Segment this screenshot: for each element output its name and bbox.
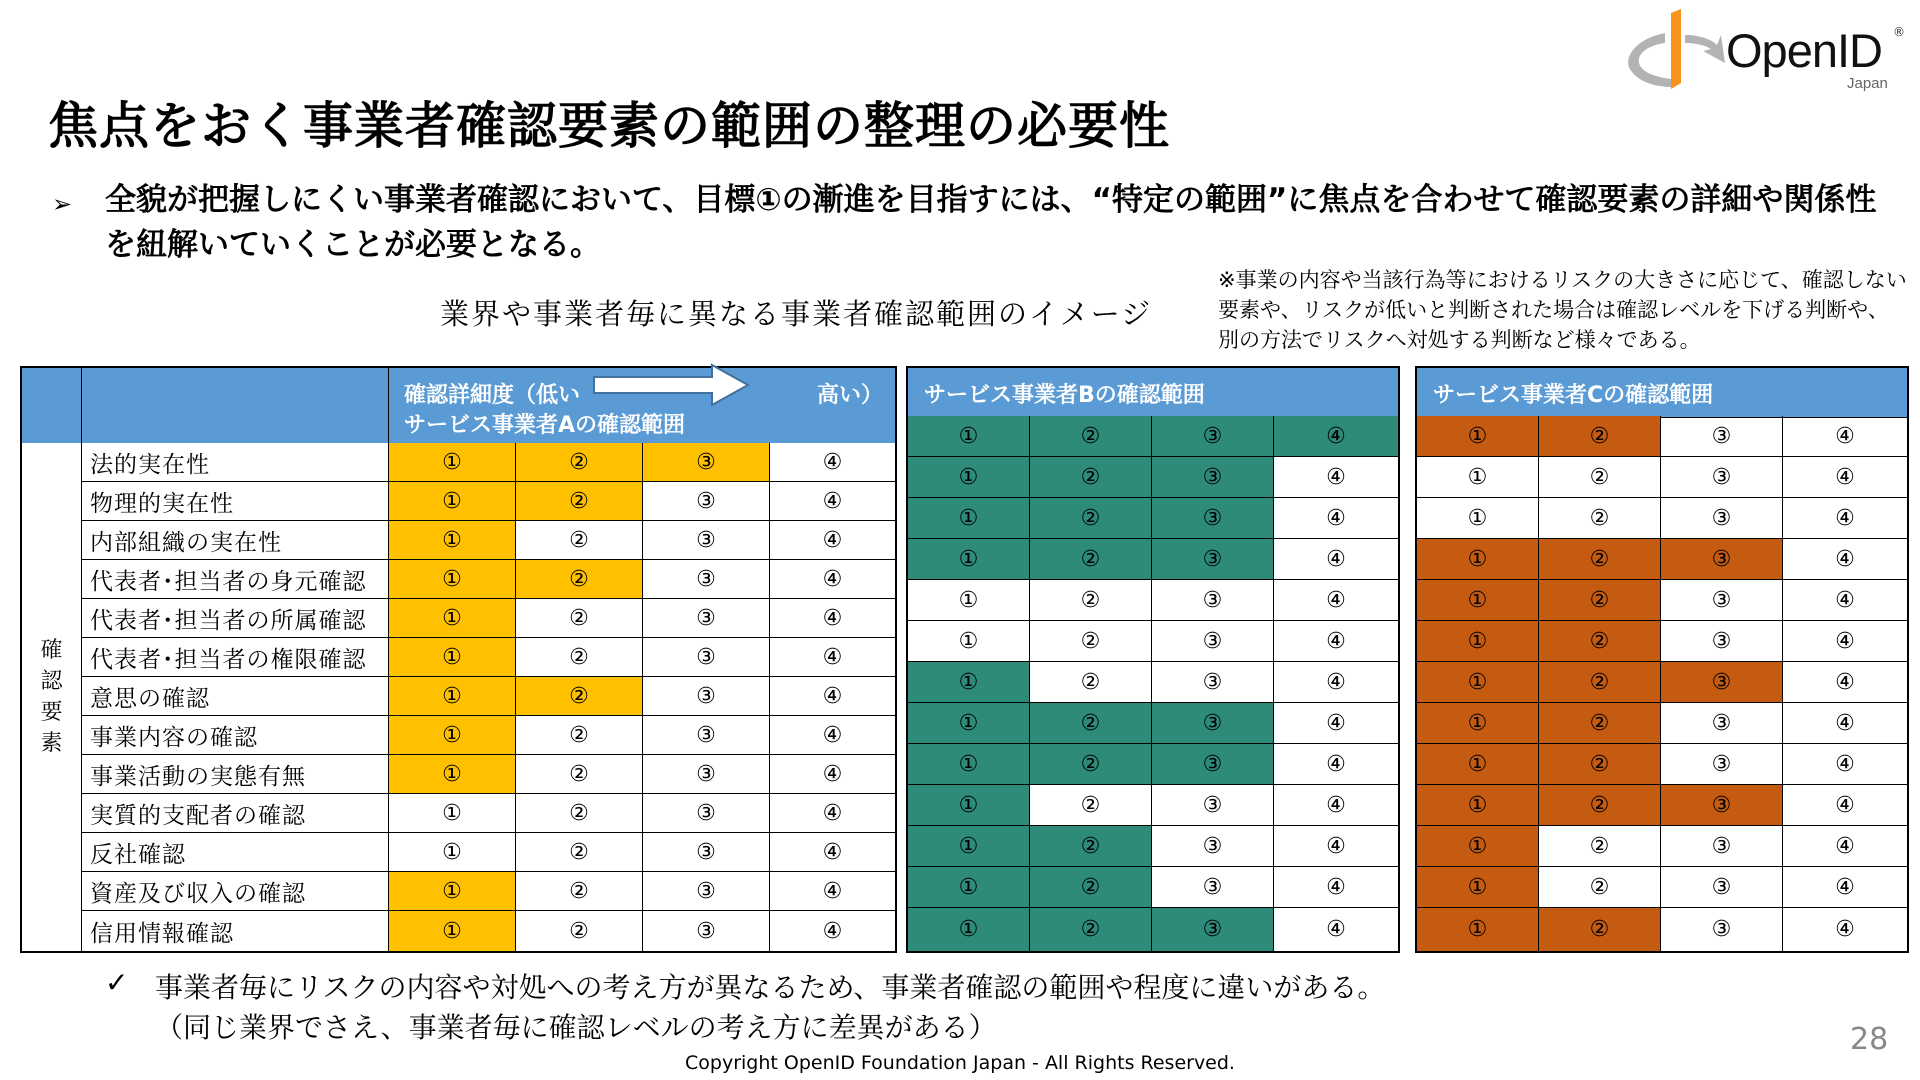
level-cell: ③	[1661, 416, 1783, 457]
level-cell: ④	[1274, 416, 1398, 457]
level-cell: ①	[908, 867, 1030, 908]
level-cell: ④	[1274, 703, 1398, 744]
level-cell: ④	[1274, 621, 1398, 662]
level-cell: ③	[643, 755, 770, 794]
level-cell: ①	[389, 794, 516, 833]
level-cell: ④	[770, 638, 895, 677]
detail-low-label: 確認詳細度（低い	[404, 383, 581, 408]
level-cell: ①	[908, 539, 1030, 580]
level-cell: ②	[516, 599, 643, 638]
level-cell: ②	[1030, 703, 1152, 744]
level-cell: ①	[389, 716, 516, 755]
level-cell: ②	[1030, 744, 1152, 785]
level-cell: ①	[908, 744, 1030, 785]
level-cell: ④	[1274, 744, 1398, 785]
level-cell: ①	[1417, 785, 1539, 826]
level-cell: ②	[1030, 621, 1152, 662]
level-cell: ③	[643, 482, 770, 521]
level-cell: ①	[908, 785, 1030, 826]
level-cell: ①	[389, 638, 516, 677]
table-b-title: サービス事業者Bの確認範囲	[924, 383, 1205, 408]
level-cell: ④	[1326, 917, 1346, 942]
level-cell: ②	[516, 872, 643, 911]
level-cell: ①	[389, 443, 516, 482]
row-label: 信用情報確認	[82, 911, 389, 951]
copyright: Copyright OpenID Foundation Japan - All Rights Reserved.	[685, 1052, 1235, 1074]
row-label: 事業活動の実態有無	[82, 755, 389, 794]
level-cell: ②	[1539, 867, 1661, 908]
level-cell: ③	[1661, 457, 1783, 498]
level-cell: ②	[1030, 580, 1152, 621]
level-cell: ③	[1661, 826, 1783, 867]
level-cell: ③	[1661, 703, 1783, 744]
level-cell: ②	[1539, 908, 1661, 951]
level-cell: ②	[516, 755, 643, 794]
level-cell: ①	[1417, 662, 1539, 703]
bullet-text: 全貌が把握しにくい事業者確認において、目標①の漸進を目指すには、“特定の範囲”に焦点を合わせて確認要素の詳細や関係性を紐解いていくことが必要となる。	[105, 182, 1877, 263]
level-cell: ④	[1783, 785, 1907, 826]
level-cell: ②	[1030, 539, 1152, 580]
level-cell: ②	[1539, 785, 1661, 826]
level-cell: ③	[1152, 744, 1274, 785]
level-cell: ②	[516, 677, 643, 716]
level-cell: ③	[643, 638, 770, 677]
side-label	[22, 443, 82, 951]
level-cell: ②	[1030, 416, 1152, 457]
row-label: 代表者･担当者の所属確認	[82, 599, 389, 638]
side-label-char: 要	[40, 700, 63, 725]
level-cell: ④	[1274, 539, 1398, 580]
level-cell: ②	[516, 560, 643, 599]
level-cell: ④	[1274, 785, 1398, 826]
level-cell: ④	[1274, 867, 1398, 908]
row-label: 法的実在性	[82, 443, 389, 482]
level-cell: ①	[908, 498, 1030, 539]
level-cell: ②	[516, 521, 643, 560]
level-cell: ①	[1417, 703, 1539, 744]
level-cell: ④	[822, 918, 843, 944]
table-a-header	[22, 368, 895, 443]
logo-registered-mark: ®	[1893, 25, 1905, 39]
detail-arrow-icon	[592, 362, 752, 408]
figure-caption: 業界や事業者毎に異なる事業者確認範囲のイメージ	[440, 297, 1153, 331]
page-number: 28	[1850, 1022, 1889, 1057]
table-service-b	[906, 366, 1400, 953]
level-cell: ①	[389, 482, 516, 521]
row-label: 反社確認	[82, 833, 389, 872]
level-cell: ①	[389, 677, 516, 716]
level-cell: ④	[1274, 826, 1398, 867]
level-cell: ①	[908, 457, 1030, 498]
page-title: 焦点をおく事業者確認要素の範囲の整理の必要性	[48, 97, 1170, 155]
level-cell: ①	[908, 416, 1030, 457]
level-cell: ②	[516, 833, 643, 872]
level-cell: ④	[770, 443, 895, 482]
table-service-a	[20, 366, 897, 953]
level-cell: ③	[1661, 498, 1783, 539]
level-cell: ①	[908, 662, 1030, 703]
checkmark-icon: ✓	[105, 966, 129, 999]
level-cell: ①	[389, 521, 516, 560]
level-cell: ②	[516, 443, 643, 482]
level-cell: ④	[1274, 580, 1398, 621]
row-label: 代表者･担当者の身元確認	[82, 560, 389, 599]
level-cell: ②	[1539, 580, 1661, 621]
level-cell: ④	[770, 755, 895, 794]
level-cell: ②	[516, 716, 643, 755]
table-a-title: サービス事業者Aの確認範囲	[404, 413, 686, 438]
level-cell: ①	[908, 703, 1030, 744]
table-c-header	[1417, 368, 1907, 418]
row-label: 事業内容の確認	[82, 716, 389, 755]
level-cell: ④	[770, 521, 895, 560]
level-cell: ③	[1152, 703, 1274, 744]
level-cell: ④	[1783, 621, 1907, 662]
openid-logo	[1615, 5, 1915, 95]
level-cell: ④	[1783, 580, 1907, 621]
level-cell: ④	[1783, 744, 1907, 785]
level-cell: ②	[1030, 785, 1152, 826]
level-cell: ①	[1417, 826, 1539, 867]
level-cell: ③	[643, 872, 770, 911]
level-cell: ④	[770, 599, 895, 638]
level-cell: ④	[1783, 662, 1907, 703]
logo-sub-text: Japan	[1847, 75, 1888, 92]
level-cell: ④	[770, 794, 895, 833]
level-cell: ②	[516, 911, 643, 951]
level-cell: ③	[1661, 580, 1783, 621]
level-cell: ②	[516, 482, 643, 521]
level-cell: ④	[770, 560, 895, 599]
footer-line-1: 事業者毎にリスクの内容や対処への考え方が異なるため、事業者確認の範囲や程度に違いがある。	[155, 971, 1386, 1004]
level-cell: ④	[1783, 457, 1907, 498]
level-cell: ②	[1539, 498, 1661, 539]
level-cell: ①	[1417, 867, 1539, 908]
footer-line-2: （同じ業界でさえ、事業者毎に確認レベルの考え方に差異がある）	[155, 1011, 997, 1044]
level-cell: ③	[643, 521, 770, 560]
level-cell: ③	[1152, 498, 1274, 539]
level-cell: ③	[1661, 662, 1783, 703]
level-cell: ③	[643, 599, 770, 638]
row-label: 実質的支配者の確認	[82, 794, 389, 833]
level-cell: ①	[389, 911, 516, 951]
level-cell: ②	[1539, 457, 1661, 498]
level-cell: ①	[908, 826, 1030, 867]
level-cell: ③	[643, 833, 770, 872]
level-cell: ①	[908, 908, 1030, 951]
level-cell: ④	[1783, 703, 1907, 744]
table-b-header	[908, 368, 1398, 418]
table-c-title: サービス事業者Cの確認範囲	[1433, 383, 1714, 408]
level-cell: ①	[1417, 498, 1539, 539]
level-cell: ③	[1661, 867, 1783, 908]
level-cell: ②	[1539, 826, 1661, 867]
level-cell: ②	[1030, 908, 1152, 951]
level-cell: ②	[516, 638, 643, 677]
level-cell: ③	[643, 794, 770, 833]
level-cell: ③	[643, 677, 770, 716]
level-cell: ①	[1417, 908, 1539, 951]
side-note: ※事業の内容や当該行為等におけるリスクの大きさに応じて、確認しない要素や、リスクが低いと判断された場合は確認レベルを下げる判断や、別の方法でリスクへ対処する判断など様々である。	[1218, 268, 1907, 352]
level-cell: ②	[516, 794, 643, 833]
level-cell: ①	[1417, 621, 1539, 662]
level-cell: ④	[1835, 917, 1855, 942]
openid-logo-icon	[1615, 5, 1725, 95]
level-cell: ②	[1539, 539, 1661, 580]
level-cell: ③	[1152, 416, 1274, 457]
logo-text: OpenID	[1726, 24, 1882, 77]
level-cell: ②	[1539, 621, 1661, 662]
level-cell: ②	[1539, 703, 1661, 744]
level-cell: ②	[1030, 826, 1152, 867]
side-label-char: 認	[40, 669, 63, 694]
level-cell: ③	[1661, 621, 1783, 662]
level-cell: ①	[389, 755, 516, 794]
level-cell: ②	[1539, 416, 1661, 457]
table-service-c	[1415, 366, 1909, 953]
detail-high-label: 高い）	[817, 383, 884, 408]
level-cell: ②	[1030, 498, 1152, 539]
level-cell: ①	[1417, 539, 1539, 580]
level-cell: ④	[1783, 498, 1907, 539]
level-cell: ②	[1030, 662, 1152, 703]
level-cell: ③	[1661, 908, 1783, 951]
level-cell: ③	[1152, 621, 1274, 662]
level-cell: ②	[1539, 662, 1661, 703]
side-label-char: 素	[40, 731, 63, 756]
level-cell: ④	[770, 677, 895, 716]
level-cell: ④	[1783, 539, 1907, 580]
level-cell: ④	[1783, 867, 1907, 908]
level-cell: ④	[770, 482, 895, 521]
side-label-char: 確	[40, 638, 63, 663]
level-cell: ④	[1274, 662, 1398, 703]
level-cell: ④	[1274, 457, 1398, 498]
level-cell: ①	[908, 621, 1030, 662]
level-cell: ③	[643, 560, 770, 599]
row-label: 内部組織の実在性	[82, 521, 389, 560]
row-label: 物理的実在性	[82, 482, 389, 521]
level-cell: ②	[1539, 744, 1661, 785]
level-cell: ①	[389, 872, 516, 911]
level-cell: ③	[1152, 457, 1274, 498]
row-label: 代表者･担当者の権限確認	[82, 638, 389, 677]
level-cell: ②	[1030, 867, 1152, 908]
row-label: 資産及び収入の確認	[82, 872, 389, 911]
level-cell: ③	[1661, 785, 1783, 826]
level-cell: ④	[1783, 826, 1907, 867]
level-cell: ④	[770, 833, 895, 872]
level-cell: ①	[1417, 416, 1539, 457]
level-cell: ③	[1152, 867, 1274, 908]
level-cell: ①	[1417, 744, 1539, 785]
level-cell: ②	[1030, 457, 1152, 498]
level-cell: ③	[1661, 744, 1783, 785]
level-cell: ③	[643, 911, 770, 951]
level-cell: ③	[1152, 662, 1274, 703]
level-cell: ①	[1417, 457, 1539, 498]
level-cell: ④	[770, 716, 895, 755]
level-cell: ④	[770, 872, 895, 911]
level-cell: ①	[389, 599, 516, 638]
level-cell: ①	[389, 833, 516, 872]
arrow-bullet-icon: ➢	[52, 190, 73, 218]
level-cell: ③	[1152, 826, 1274, 867]
level-cell: ③	[1661, 539, 1783, 580]
level-cell: ④	[1274, 498, 1398, 539]
row-label: 意思の確認	[82, 677, 389, 716]
level-cell: ④	[1783, 416, 1907, 457]
level-cell: ③	[1152, 908, 1274, 951]
level-cell: ①	[389, 560, 516, 599]
level-cell: ③	[1152, 539, 1274, 580]
level-cell: ③	[1152, 785, 1274, 826]
level-cell: ①	[1417, 580, 1539, 621]
level-cell: ③	[643, 716, 770, 755]
level-cell: ③	[643, 443, 770, 482]
level-cell: ③	[1152, 580, 1274, 621]
level-cell: ①	[908, 580, 1030, 621]
